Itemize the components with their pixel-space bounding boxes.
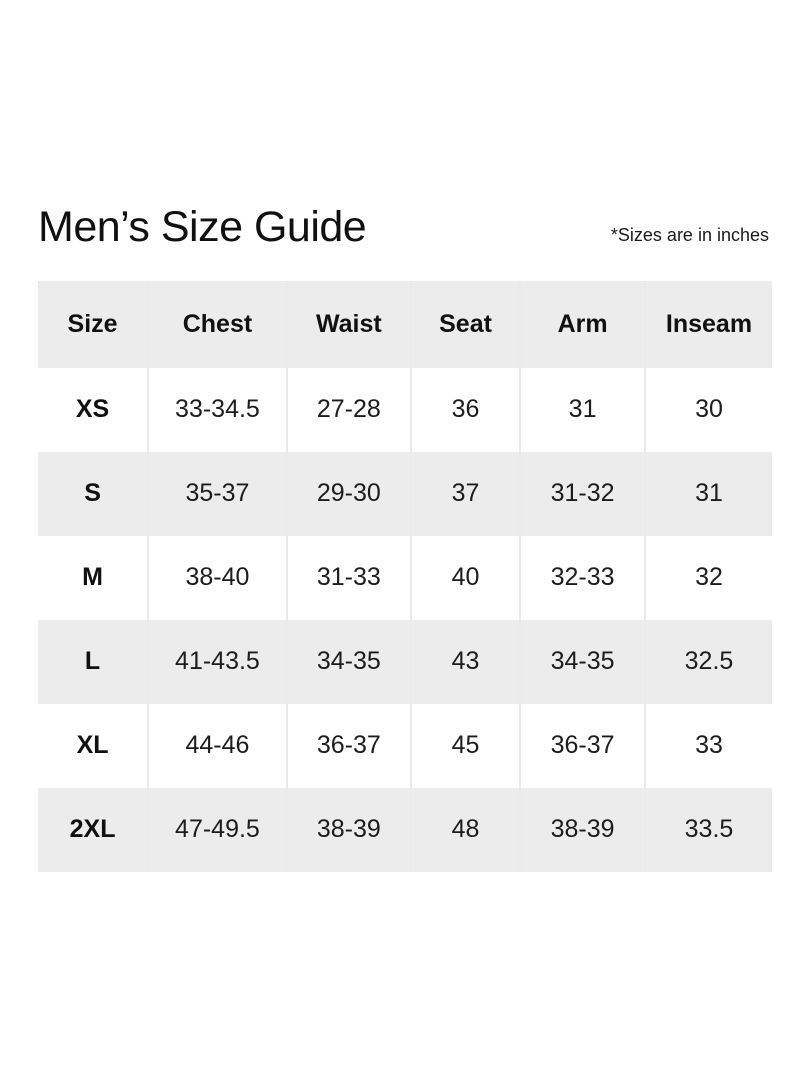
table-cell: 36 — [411, 368, 520, 452]
table-cell: 43 — [411, 620, 520, 704]
table-cell: 33.5 — [645, 788, 772, 872]
sizes-unit-note: *Sizes are in inches — [610, 225, 769, 245]
size-label: 2XL — [38, 788, 148, 872]
header-cell-inseam: Inseam — [645, 281, 772, 368]
size-label: M — [82, 563, 103, 592]
header-cell-waist: Waist — [287, 281, 411, 368]
header-cell-chest: Chest — [148, 281, 287, 368]
table-row-m — [38, 536, 772, 620]
table-cell: 30 — [645, 368, 772, 452]
table-cell: 47-49.5 — [148, 788, 287, 872]
table-cell: 44-46 — [148, 704, 287, 788]
table-cell: 35-37 — [148, 452, 287, 536]
table-row-xl — [38, 704, 772, 788]
size-label: XL — [76, 731, 109, 760]
header-cell-arm: Arm — [520, 281, 645, 368]
page-header — [38, 202, 772, 254]
table-cell: 37 — [411, 452, 520, 536]
table-cell: 38-39 — [287, 788, 411, 872]
table-cell: 34-35 — [287, 620, 411, 704]
table-cell: 36-37 — [520, 704, 645, 788]
table-cell: 48 — [411, 788, 520, 872]
table-cell: 41-43.5 — [148, 620, 287, 704]
table-cell: 32-33 — [520, 536, 645, 620]
table-row-l — [38, 620, 772, 704]
table-cell: 31 — [645, 452, 772, 536]
table-cell: 33 — [645, 704, 772, 788]
size-label: XS — [75, 395, 110, 424]
table-row-xs — [38, 368, 772, 452]
table-cell: 27-28 — [287, 368, 411, 452]
table-header-row — [38, 281, 772, 368]
size-guide-table — [38, 281, 772, 872]
table-cell: 31-32 — [520, 452, 645, 536]
size-label: S — [38, 452, 148, 536]
table-cell: 32 — [645, 536, 772, 620]
size-label: L — [38, 620, 148, 704]
table-cell: 31-33 — [287, 536, 411, 620]
table-cell: 32.5 — [645, 620, 772, 704]
table-cell: 45 — [411, 704, 520, 788]
table-cell: 29-30 — [287, 452, 411, 536]
table-cell: 40 — [411, 536, 520, 620]
table-cell: 38-40 — [148, 536, 287, 620]
table-row-s — [38, 452, 772, 536]
page-title: Men’s Size Guide — [38, 203, 367, 251]
header-cell-seat: Seat — [411, 281, 520, 368]
table-cell: 38-39 — [520, 788, 645, 872]
table-cell: 31 — [520, 368, 645, 452]
size-guide-page — [0, 202, 810, 872]
table-cell: 36-37 — [287, 704, 411, 788]
header-cell-size: Size — [38, 281, 148, 368]
table-cell: 34-35 — [520, 620, 645, 704]
table-cell: 33-34.5 — [148, 368, 287, 452]
table-row-2xl — [38, 788, 772, 872]
